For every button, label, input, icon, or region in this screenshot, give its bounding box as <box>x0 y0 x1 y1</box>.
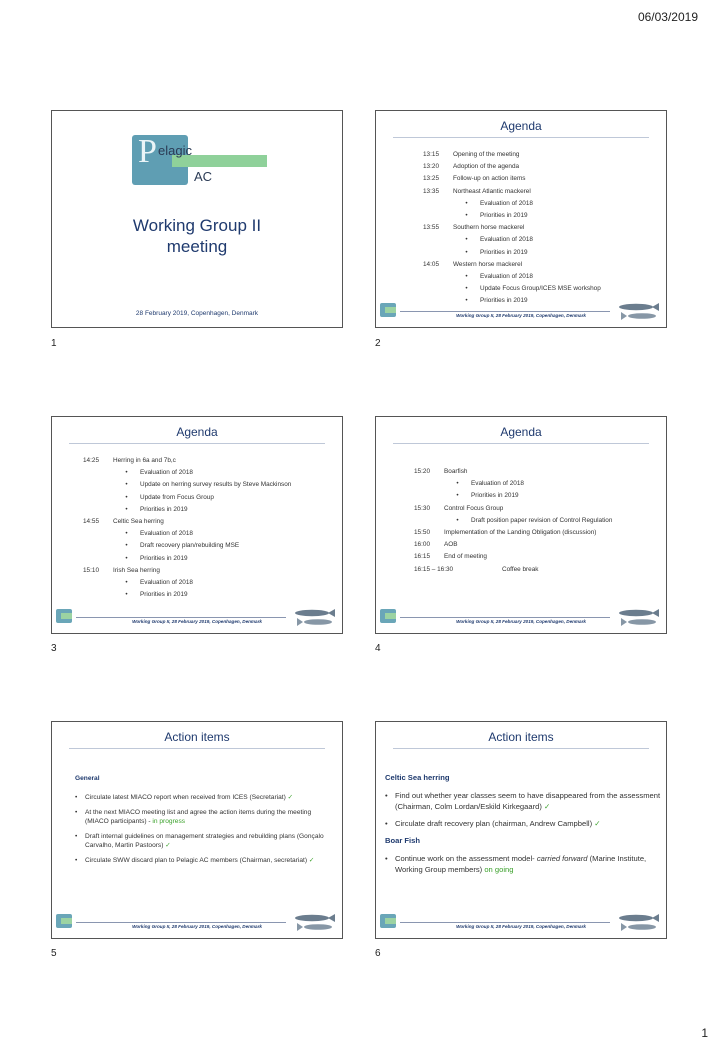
agenda-item <box>83 565 333 577</box>
agenda-time: 14:25 <box>83 457 99 464</box>
slide-footer <box>56 912 338 934</box>
slide-footer <box>56 607 338 629</box>
list-item: • Find out whether year classes seem to have disappeared from the assessment (Chairman, Colm Lordan/Eskild Kirkegaard) ✓ <box>385 791 661 811</box>
agenda-subitem: • Priorities in 2019 <box>414 490 659 502</box>
page-number: 1 <box>701 1026 708 1040</box>
bullet-icon: • <box>456 516 459 524</box>
slide-2[interactable] <box>375 110 667 328</box>
check-icon: ✓ <box>287 794 294 801</box>
list-item: • At the next MIACO meeting list and agree the action items during the meeting (MIACO participants) - in progress <box>75 809 312 825</box>
agenda-time: 15:50 <box>414 529 430 537</box>
logo-word: elagic <box>158 143 192 158</box>
agenda-text: Southern horse mackerel <box>453 224 525 232</box>
agenda-subitem: • Evaluation of 2018 <box>423 234 653 246</box>
agenda-time: 16:15 – 16:30 <box>414 565 454 573</box>
agenda-time: 13:15 <box>423 151 439 158</box>
bullet-icon: • <box>125 554 128 562</box>
agenda-text: Western horse mackerel <box>453 260 523 268</box>
agenda-subitem: • Priorities in 2019 <box>83 589 333 601</box>
bullet-icon: • <box>125 542 128 550</box>
bullet-icon: • <box>456 480 459 488</box>
logo-letter: P <box>138 133 157 170</box>
agenda-subitem: • Evaluation of 2018 <box>83 577 333 589</box>
bullet-icon: • <box>125 530 128 538</box>
list-item: • Circulate SWW discard plan to Pelagic AC members (Chairman, secretariat) ✓ <box>75 857 315 864</box>
bullet-icon: • <box>465 199 468 207</box>
list-item: • Circulate draft recovery plan (chairman, Andrew Campbell) ✓ <box>385 819 601 828</box>
agenda-item <box>414 564 659 576</box>
agenda-text: Opening of the meeting <box>453 151 520 158</box>
agenda-item <box>423 161 653 173</box>
agenda-text: AOB <box>444 541 458 549</box>
slide-number: 6 <box>375 948 381 959</box>
agenda-item <box>414 551 659 563</box>
footer-text: Working Group II, 28 February 2019, Copenhagen, Denmark <box>456 619 586 624</box>
agenda-text: End of meeting <box>444 553 487 561</box>
agenda-subitem: • Evaluation of 2018 <box>414 478 659 490</box>
footer-rule <box>400 617 610 618</box>
bullet-icon: • <box>456 492 459 500</box>
status-text: in progress <box>152 818 186 825</box>
slide-1[interactable] <box>51 110 343 328</box>
agenda-time: 15:20 <box>414 468 430 475</box>
mackerel-icon <box>612 301 660 321</box>
slide-footer <box>380 607 662 629</box>
slide-number: 1 <box>51 338 57 349</box>
list-item: • Circulate latest MIACO report when received from ICES (Secretariat) ✓ <box>75 794 294 801</box>
agenda-list <box>414 466 659 576</box>
list-item: • Continue work on the assessment model- carried forward (Marine Institute, Working Group members) on going <box>385 854 647 874</box>
agenda-subitem: • Update from Focus Group <box>83 492 333 504</box>
mackerel-icon <box>612 912 660 932</box>
check-icon: ✓ <box>165 842 171 849</box>
agenda-subitem: • Update on herring survey results by Steve Mackinson <box>83 479 333 491</box>
agenda-text: Control Focus Group <box>444 504 504 512</box>
agenda-time: 13:55 <box>423 224 439 232</box>
agenda-text: Implementation of the Landing Obligation (discussion) <box>444 529 597 537</box>
footer-text: Working Group II, 28 February 2019, Copenhagen, Denmark <box>132 924 262 929</box>
slide-number: 3 <box>51 643 57 654</box>
slide-title: Agenda <box>500 425 542 439</box>
pelagic-ac-logo <box>132 135 267 185</box>
agenda-text: Coffee break <box>502 565 539 573</box>
agenda-subitem: • Priorities in 2019 <box>423 295 653 307</box>
title-rule <box>69 443 325 444</box>
slide-footer <box>380 912 662 934</box>
agenda-item <box>423 222 653 234</box>
bullet-icon: • <box>465 285 468 293</box>
agenda-item <box>423 186 653 198</box>
section-heading: Boar Fish <box>385 836 421 845</box>
section-heading: General <box>75 775 100 782</box>
slide-number: 2 <box>375 338 381 349</box>
mackerel-icon <box>288 912 336 932</box>
agenda-text: Adoption of the agenda <box>453 163 520 171</box>
check-icon: ✓ <box>594 819 601 828</box>
agenda-text: Celtic Sea herring <box>113 518 164 526</box>
agenda-text: Northeast Atlantic mackerel <box>453 187 531 195</box>
agenda-subitem: • Evaluation of 2018 <box>423 271 653 283</box>
agenda-item <box>414 466 659 478</box>
title-rule <box>393 443 649 444</box>
agenda-subitem: • Evaluation of 2018 <box>423 198 653 210</box>
bullet-icon: • <box>125 579 128 587</box>
agenda-time: 16:00 <box>414 541 430 549</box>
bullet-icon: • <box>465 212 468 220</box>
bullet-icon: • <box>465 248 468 256</box>
slide-title: Action items <box>164 730 230 744</box>
agenda-list <box>423 149 653 308</box>
agenda-subitem: • Evaluation of 2018 <box>83 467 333 479</box>
slide-footer <box>380 301 662 323</box>
footer-rule <box>76 922 286 923</box>
bullet-icon: • <box>465 297 468 305</box>
section-heading: Celtic Sea herring <box>385 773 450 782</box>
agenda-item <box>414 527 659 539</box>
agenda-item <box>83 516 333 528</box>
bullet-icon: • <box>125 505 128 513</box>
agenda-item <box>423 259 653 271</box>
agenda-item <box>423 173 653 185</box>
mackerel-icon <box>612 607 660 627</box>
agenda-subitem: • Priorities in 2019 <box>423 247 653 259</box>
slide-title: Agenda <box>500 119 542 133</box>
footer-rule <box>76 617 286 618</box>
status-text: on going <box>484 865 514 874</box>
slide-3[interactable] <box>51 416 343 634</box>
action-list <box>75 774 327 871</box>
agenda-subitem: • Draft recovery plan/rebuilding MSE <box>83 540 333 552</box>
agenda-time: 14:55 <box>83 518 99 526</box>
footer-rule <box>400 311 610 312</box>
agenda-subitem: • Evaluation of 2018 <box>83 528 333 540</box>
bullet-icon: • <box>125 493 128 501</box>
print-date: 06/03/2019 <box>637 10 698 24</box>
agenda-item <box>83 455 333 467</box>
footer-text: Working Group II, 28 February 2019, Copenhagen, Denmark <box>132 619 262 624</box>
bullet-icon: • <box>125 469 128 477</box>
agenda-subitem: • Draft position paper revision of Control Regulation <box>414 515 659 527</box>
footer-text: Working Group II, 28 February 2019, Copenhagen, Denmark <box>456 313 586 318</box>
mackerel-icon <box>288 607 336 627</box>
logo-ac: AC <box>194 169 213 184</box>
agenda-text: Herring in 6a and 7b,c <box>113 457 176 464</box>
footer-rule <box>400 922 610 923</box>
agenda-item <box>423 149 653 161</box>
check-icon: ✓ <box>544 802 551 811</box>
agenda-time: 13:25 <box>423 175 439 183</box>
bullet-icon: • <box>465 273 468 281</box>
footer-text: Working Group II, 28 February 2019, Copenhagen, Denmark <box>456 924 586 929</box>
title-rule <box>69 748 325 749</box>
agenda-item <box>414 503 659 515</box>
agenda-text: Boarfish <box>444 468 468 475</box>
agenda-subitem: • Update Focus Group/ICES MSE workshop <box>423 283 653 295</box>
action-list <box>385 772 661 881</box>
agenda-time: 15:10 <box>83 566 99 574</box>
agenda-subitem: • Priorities in 2019 <box>83 504 333 516</box>
bullet-icon: • <box>125 591 128 599</box>
slide-title: Action items <box>488 730 554 744</box>
slide-number: 5 <box>51 948 57 959</box>
slide-subtitle: 28 February 2019, Copenhagen, Denmark <box>135 310 259 317</box>
agenda-text: Follow-up on action items <box>453 175 526 183</box>
agenda-time: 14:05 <box>423 260 439 268</box>
agenda-subitem: • Priorities in 2019 <box>83 553 333 565</box>
slide-5[interactable] <box>51 721 343 939</box>
agenda-text: Irish Sea herring <box>113 566 160 574</box>
slide-4[interactable] <box>375 416 667 634</box>
title-rule <box>393 748 649 749</box>
agenda-time: 16:15 <box>414 553 430 561</box>
agenda-time: 13:35 <box>423 187 439 195</box>
agenda-item <box>414 539 659 551</box>
slide-6[interactable] <box>375 721 667 939</box>
slide-number: 4 <box>375 643 381 654</box>
agenda-subitem: • Priorities in 2019 <box>423 210 653 222</box>
slide-title: Agenda <box>176 425 218 439</box>
bullet-icon: • <box>125 481 128 489</box>
agenda-time: 13:20 <box>423 163 439 171</box>
list-item: • Draft internal guidelines on management strategies and rebuilding plans (Gonçalo Carvalho, Martin Pastoors) ✓ <box>75 833 324 849</box>
agenda-list <box>83 455 333 601</box>
slide-title: Working Group II meeting <box>132 216 262 256</box>
title-rule <box>393 137 649 138</box>
bullet-icon: • <box>465 236 468 244</box>
agenda-time: 15:30 <box>414 504 430 512</box>
check-icon: ✓ <box>308 857 315 864</box>
